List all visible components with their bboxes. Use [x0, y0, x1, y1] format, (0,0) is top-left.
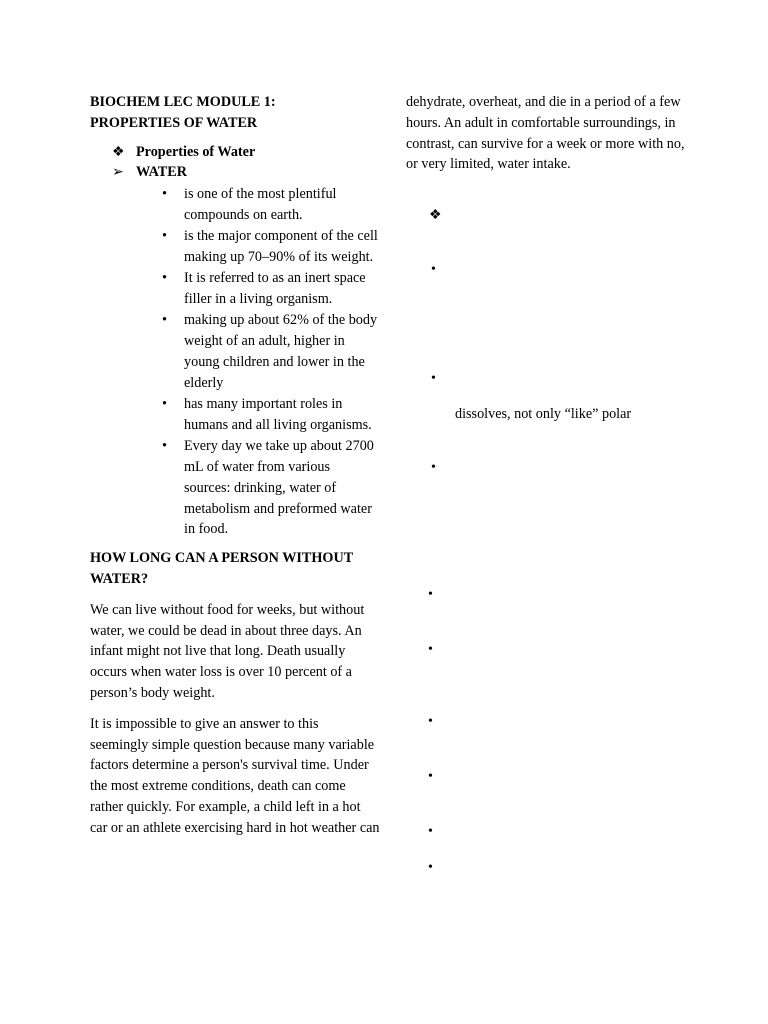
- bullet-icon: •: [431, 460, 436, 475]
- bullet-icon: •: [428, 769, 433, 784]
- floating-text-fragment: dissolves, not only “like” polar: [455, 406, 632, 422]
- list-item: [90, 394, 380, 436]
- bullet-icon: •: [162, 228, 167, 245]
- title-line: BIOCHEM LEC MODULE 1:: [90, 94, 276, 110]
- body-paragraph: dehydrate, overheat, and die in a period of a few hours. An adult in comfortable surroundings, in contrast, can survive for a week or more with no, or very limited, water intake.: [406, 94, 685, 173]
- list-item: [90, 268, 380, 310]
- list-item-text: is one of the most plentiful compounds on earth.: [184, 186, 337, 223]
- body-paragraph: We can live without food for weeks, but without water, we could be dead in about three days. An infant might not live that long. Death usually occurs when water loss is over 10 percent of a person’s body weight.: [90, 601, 365, 702]
- bullet-icon: •: [428, 860, 433, 875]
- bullet-icon: •: [431, 371, 436, 386]
- bullet-icon: •: [428, 587, 433, 602]
- bullet-icon: •: [162, 270, 167, 287]
- body-paragraph: It is impossible to give an answer to this seemingly simple question because many variable factors determine a person's survival time. Under the most extreme conditions, death can come rather quickly. For example, a child left in a hot car or an athlete exercising hard in hot weather can: [90, 715, 380, 836]
- diamond-bullet-icon: ❖: [112, 143, 125, 160]
- list-item: [90, 310, 380, 393]
- bullet-icon: •: [162, 438, 167, 455]
- section-heading: HOW LONG CAN A PERSON WITHOUT WATER?: [90, 550, 353, 588]
- bullet-icon: •: [162, 186, 167, 203]
- bullet-icon: •: [428, 642, 433, 657]
- diamond-bullet-icon: ❖: [429, 208, 442, 223]
- bullet-icon: •: [162, 312, 167, 329]
- outline-label: Properties of Water: [136, 143, 256, 160]
- list-item-text: It is referred to as an inert space filler in a living organism.: [184, 270, 366, 308]
- bullet-icon: •: [428, 714, 433, 729]
- bullet-icon: •: [428, 824, 433, 839]
- list-item-text: has many important roles in humans and all living organisms.: [184, 396, 372, 433]
- bullet-icon: •: [431, 262, 436, 277]
- list-item-text: is the major component of the cell making up 70–90% of its weight.: [184, 228, 378, 266]
- title-line: PROPERTIES OF WATER: [90, 114, 258, 131]
- list-item: [90, 184, 380, 226]
- list-item-text: Every day we take up about 2700 mL of water from various sources: drinking, water of metabolism and preformed water in food.: [184, 438, 374, 538]
- outline-item-properties: [90, 142, 380, 163]
- right-column: [406, 92, 686, 185]
- bullet-icon: •: [162, 396, 167, 413]
- list-item-text: making up about 62% of the body weight of an adult, higher in young children and lower in the elderly: [184, 312, 378, 391]
- arrow-bullet-icon: ➢: [112, 164, 124, 181]
- water-bullet-list: [90, 184, 380, 540]
- document-title: [90, 92, 380, 134]
- outline-label: WATER: [136, 164, 187, 181]
- outline-item-water: [90, 162, 380, 183]
- list-item: [90, 226, 380, 268]
- left-column: [90, 92, 380, 849]
- list-item: [90, 436, 380, 540]
